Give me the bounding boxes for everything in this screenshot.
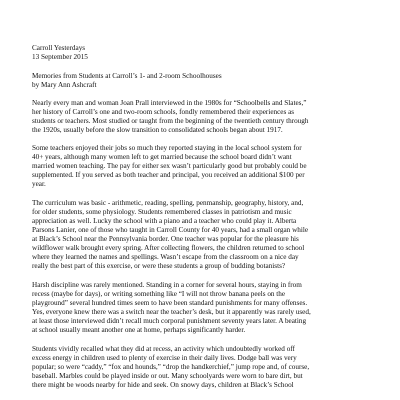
paragraph-1-line-4: the 1920s, usually before the slow transition to consolidated schools began about 1917. <box>32 126 283 134</box>
paragraph-3-line-7: where they learned the names and spellings. Wasn’t escape from the classroom on a nice day <box>32 253 299 261</box>
paragraph-5-line-1: Students vividly recalled what they did at recess, an activity which undoubtedly worked off <box>32 345 295 353</box>
paragraph-2-line-1: Some teachers enjoyed their jobs so much they reported staying in the local school system for <box>32 144 302 152</box>
paragraph-3-line-6: wildflower walk brought every spring. After collecting flowers, the children returned to school <box>32 244 305 252</box>
paragraph-3-line-3: appreciation as well. Lucky the school with a piano and a teacher who could play it. Alberta <box>32 217 297 225</box>
paragraph-4-line-1: Harsh discipline was rarely mentioned. Standing in a corner for several hours, staying in from <box>32 281 302 289</box>
byline: by Mary Ann Ashcraft <box>32 81 97 89</box>
paragraph-3-line-5: at Black’s School near the Pennsylvania border. One teacher was popular for the pleasure his <box>32 235 299 243</box>
paragraph-5-line-2: excess energy in children used to plenty of exercise in their daily lives. Dodge ball was very <box>32 354 297 362</box>
paragraph-2-line-2: 40+ years, although many women left to get married because the school board didn’t want <box>32 153 292 161</box>
paragraph-5-line-4: baseball. Marbles could be played inside or out. Many schoolyards were worn to bare dirt, but <box>32 372 303 380</box>
paragraph-5-line-3: popular; so were “caddy,” “fox and hounds,” “drop the handkerchief,” jump rope and, of course, <box>32 363 310 371</box>
paragraph-1-line-3: students or teachers. Most studied or taught from the beginning of the twentieth century through <box>32 117 309 125</box>
paragraph-4-line-2: recess (maybe for days), or writing something like “I will not throw banana peels on the <box>32 290 286 298</box>
paragraph-2-line-5: year. <box>32 180 46 188</box>
paragraph-1-line-1: Nearly every man and woman Joan Prall interviewed in the 1980s for “Schoolbells and Slates,” <box>32 99 307 107</box>
paragraph-2-line-4: supplemented. If you served as both teacher and principal, you received an additional $100 per <box>32 171 305 179</box>
series-title: Carroll Yesterdays <box>32 44 86 52</box>
paragraph-2-line-3: married women teaching. The pay for either sex wasn’t particularly good but probably could be <box>32 162 307 170</box>
paragraph-3-line-4: Parsons Lanier, one of those who taught in Carroll County for 40 years, had a small organ while <box>32 226 309 234</box>
paragraph-4-line-3: playground” several hundred times seem to have been standard punishments for many offenses. <box>32 299 308 307</box>
paragraph-1-line-2: her history of Carroll’s one and two-room schools, fondly remembered their experiences as <box>32 108 295 116</box>
paragraph-4-line-6: at school usually meant another one at home, perhaps significantly harder. <box>32 326 246 334</box>
paragraph-4-line-4: Yes, everyone knew there was a switch near the teacher’s desk, but it apparently was rarely used, <box>32 308 311 316</box>
publication-date: 13 September 2015 <box>32 53 88 61</box>
paragraph-5-line-5: there might be woods nearby for hide and seek. On snowy days, children at Black’s School <box>32 381 294 389</box>
paragraph-3-line-8: really the best part of this exercise, or were these students a group of budding botanists? <box>32 262 286 270</box>
article-title: Memories from Students at Carroll’s 1- and 2-room Schoolhouses <box>32 72 222 80</box>
paragraph-3-line-1: The curriculum was basic - arithmetic, reading, spelling, penmanship, geography, history, and, <box>32 199 304 207</box>
paragraph-4-line-5: at least those interviewed didn’t recall much corporal punishment seventy years later. A beating <box>32 317 307 325</box>
paragraph-3-line-2: for older students, some physiology. Students remembered classes in patriotism and music <box>32 208 292 216</box>
